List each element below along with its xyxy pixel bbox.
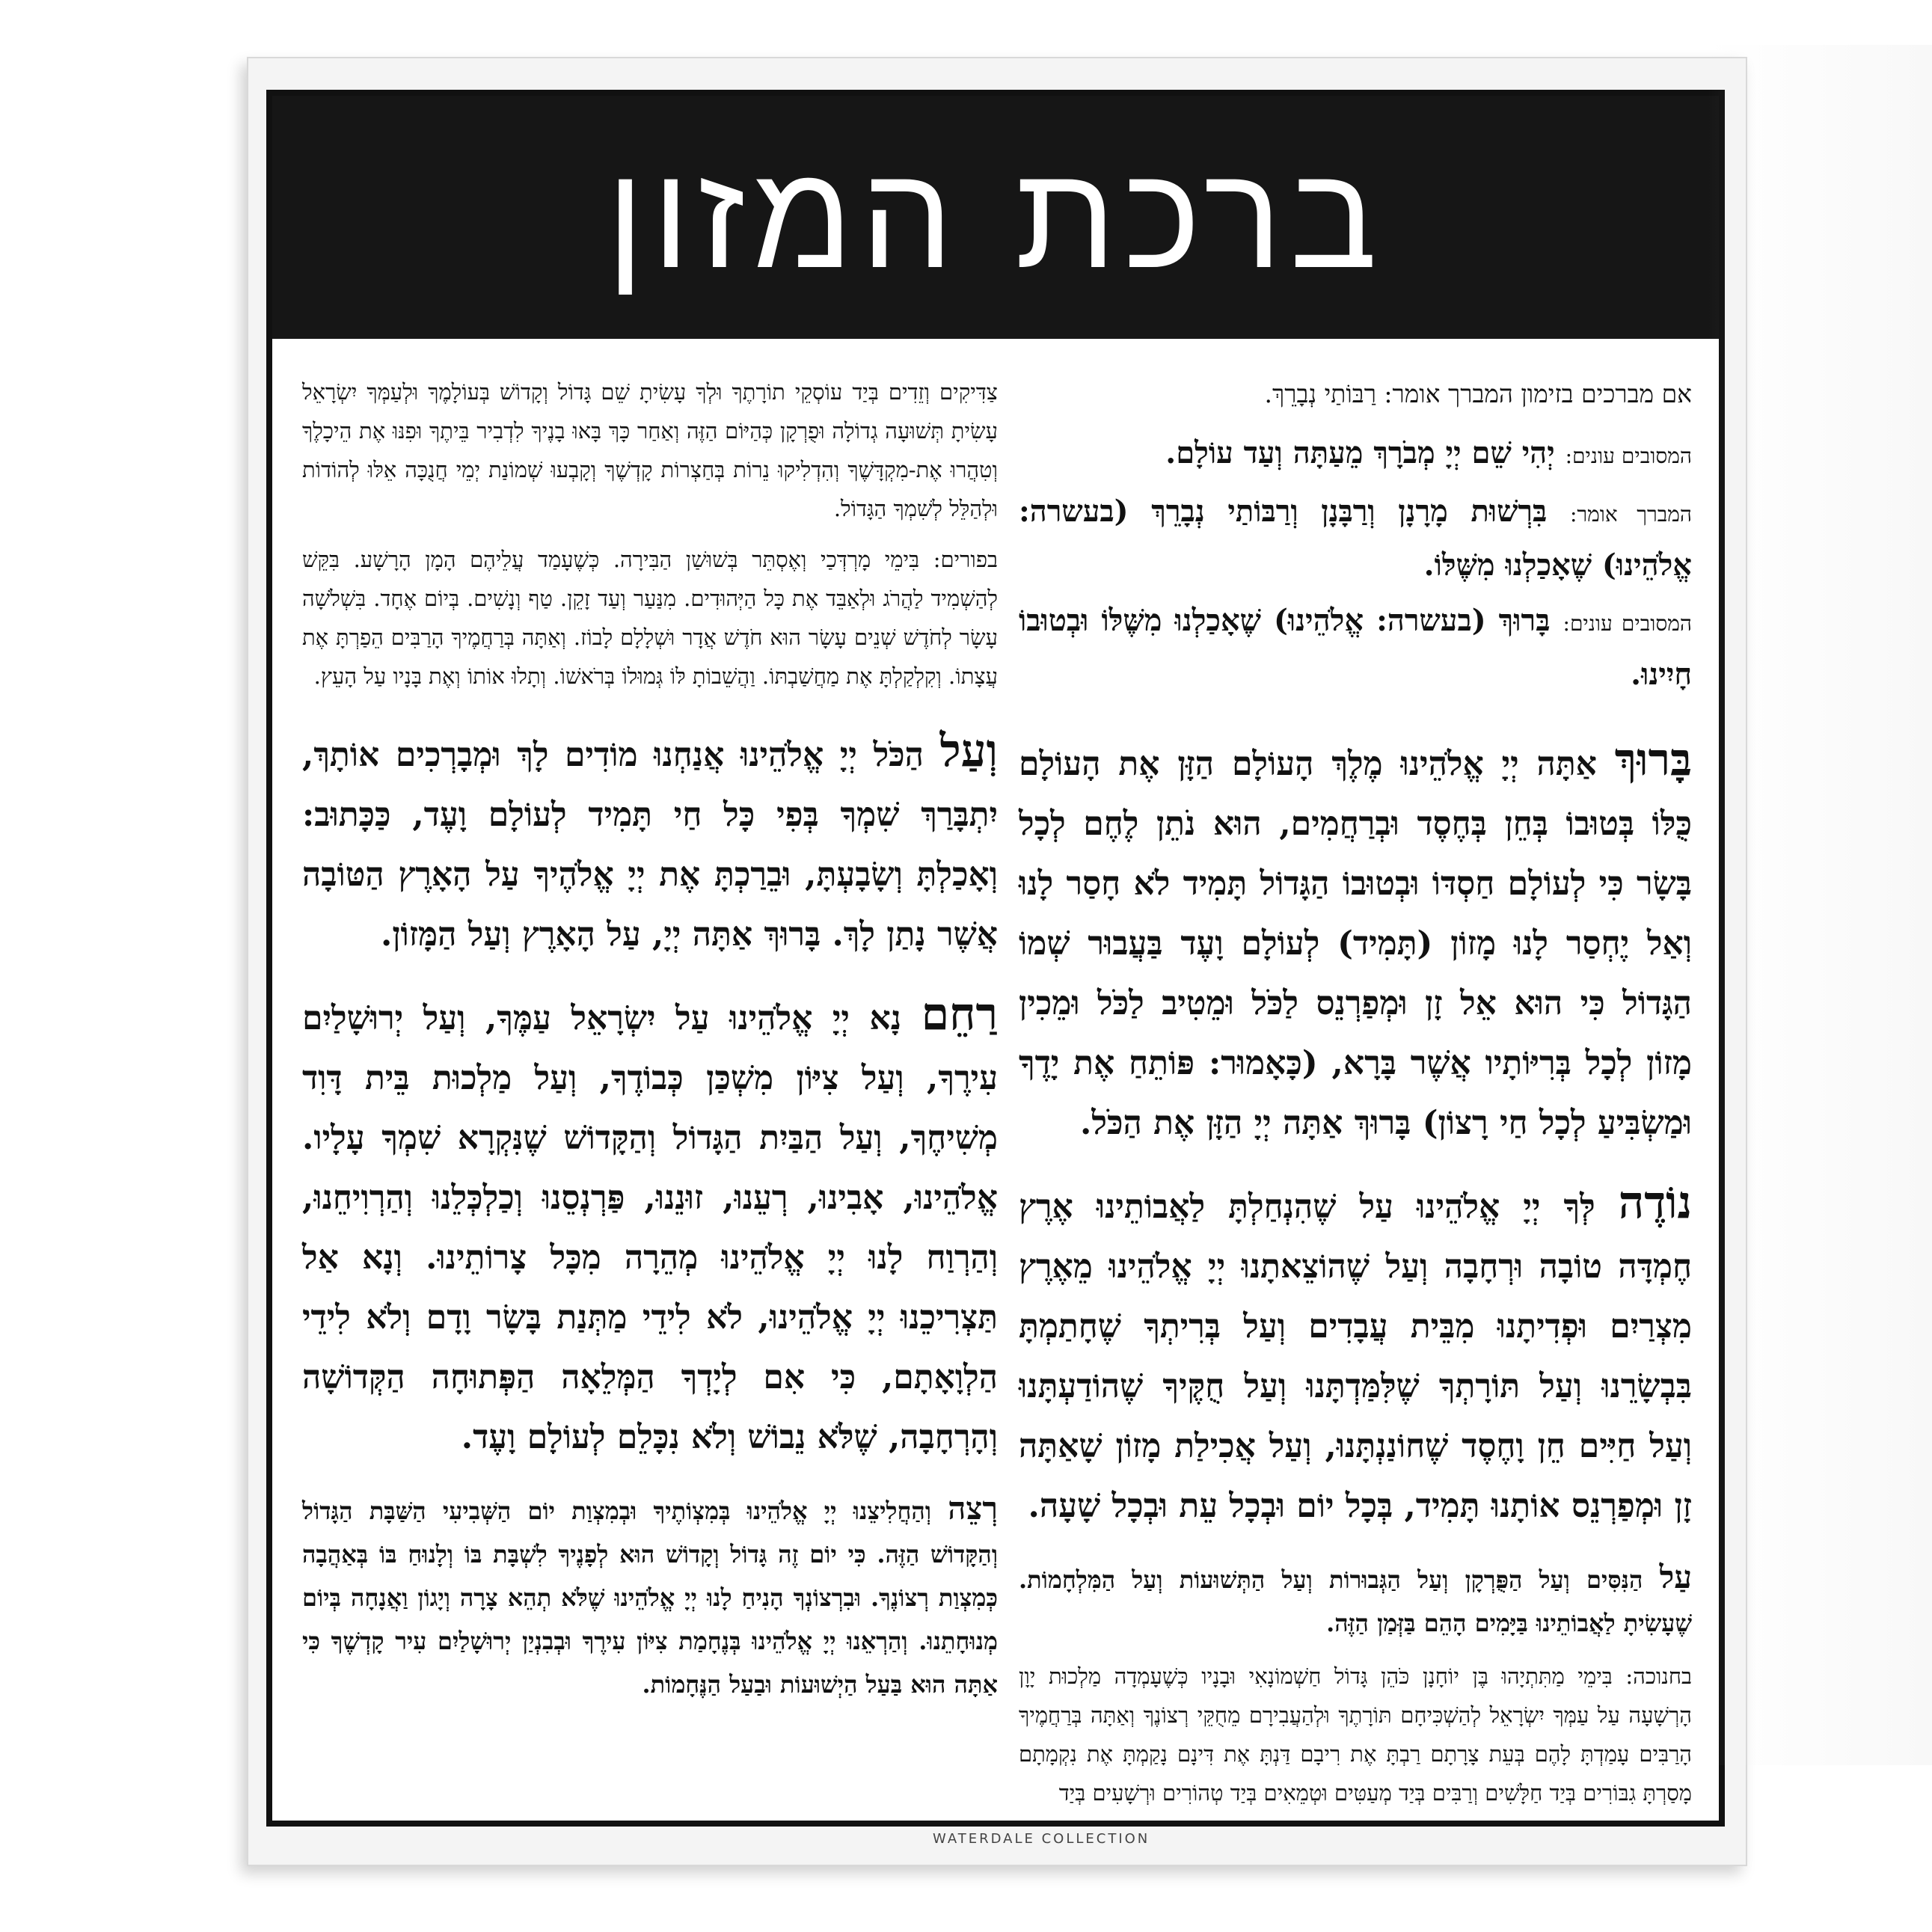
veal-hakol-lead: וְעַל <box>939 725 998 777</box>
response-3-label: המסובים עונים: <box>1563 611 1692 636</box>
veal-hakol-text: הַכֹּל יְיָ אֱלֹהֵינוּ אֲנַחְנוּ מוֹדִים לָךְ וּמְבָרְכִים אוֹתָךְ, יִתְבָּרַךְ שִׁמְךָ בְּפִי כָּל חַי תָּמִיד לְעוֹלָם וָעֶד, כַּכָּתוּב: וְאָכַלְתָּ וְשָׂבָעְתָּ, וּבֵרַכְתָּ אֶת יְיָ אֱלֹהֶיךָ עַל הָאָרֶץ הַטּוֹבָה אֲשֶׁר נָתַן לָךְ. בָּרוּךְ אַתָּה יְיָ, עַל הָאָרֶץ וְעַל הַמָּזוֹן. <box>302 736 998 954</box>
blessing-hazan <box>1019 730 1692 1153</box>
rachem-lead: רַחֵם <box>921 988 998 1040</box>
rachem-text: נָא יְיָ אֱלֹהֵינוּ עַל יִשְׂרָאֵל עַמֶּךָ, וְעַל יְרוּשָׁלַיִם עִירֶךָ, וְעַל צִיּוֹן מִשְׁכַּן כְּבוֹדֶךָ, וְעַל מַלְכוּת בֵּית דָּוִד מְשִׁיחֶךָ, וְעַל הַבַּיִת הַגָּדוֹל וְהַקָּדוֹשׁ שֶׁנִּקְרָא שִׁמְךָ עָלָיו. אֱלֹהֵינוּ, אָבִינוּ, רְעֵנוּ, זוּנֵנוּ, פַּרְנְסֵנוּ וְכַלְכְּלֵנוּ וְהַרְוִיחֵנוּ, וְהַרְוַח לָנוּ יְיָ אֱלֹהֵינוּ מְהֵרָה מִכָּל צָרוֹתֵינוּ. וְנָא אַל תַּצְרִיכֵנוּ יְיָ אֱלֹהֵינוּ, לֹא לִידֵי מַתְּנַת בָּשָׂר וָדָם וְלֹא לִידֵי הַלְוָאָתָם, כִּי אִם לְיָדְךָ הַמְּלֵאָה הַפְּתוּחָה הַקְּדוֹשָׁה וְהָרְחָבָה, שֶׁלֹּא נֵבוֹשׁ וְלֹא נִכָּלֵם לְעוֹלָם וָעֶד. <box>302 999 998 1456</box>
chanukah-continuation: צַדִּיקִים וְזֵדִים בְּיַד עוֹסְקֵי תוֹרָתֶךָ וּלְךָ עָשִׂיתָ שֵׁם גָּדוֹל וְקָדוֹשׁ בְּעוֹלָמֶךָ וּלְעַמְּךָ יִשְׂרָאֵל עָשִׂיתָ תְּשׁוּעָה גְדוֹלָה וּפֻרְקָן כְּהַיּוֹם הַזֶּה וְאַחַר כָּךְ בָּאוּ בָנֶיךָ לִדְבִיר בֵּיתֶךָ וּפִנּוּ אֶת הֵיכָלֶךָ וְטִהֲרוּ אֶת-מִקְדָּשֶׁךָ וְהִדְלִיקוּ נֵרוֹת בְּחַצְרוֹת קָדְשֶׁךָ וְקָבְעוּ שְׁמוֹנַת יְמֵי חֲנֻכָּה אֵלּוּ לְהוֹדוֹת וּלְהַלֵּל לְשִׁמְךָ הַגָּדוֹל. <box>302 379 998 521</box>
page-title: ברכת המזון <box>606 132 1385 302</box>
al-hanissim-lead: עַל <box>1659 1559 1693 1595</box>
response-1 <box>1019 428 1692 482</box>
brand-label: WATERDALE COLLECTION <box>933 1831 1150 1847</box>
response-1-label: המסובים עונים: <box>1565 444 1692 468</box>
response-2-text: בִּרְשׁוּת מָרָנָן וְרַבָּנָן וְרַבּוֹתַי נְבָרֵךְ (בעשרה: אֱלֹהֵינוּ) שֶׁאָכַלְנוּ מִשֶּׁלּוֹ. <box>1019 494 1692 583</box>
chanukah-insert: בחנוכה: בִּימֵי מַתִּתְיָהוּ בֶּן יוֹחָנָן כֹּהֵן גָּדוֹל חַשְׁמוֹנָאִי וּבָנָיו כְּשֶׁעָמְדָה מַלְכוּת יָוָן הָרְשָׁעָה עַל עַמְּךָ יִשְׂרָאֵל לְהַשְׁכִּיחָם תּוֹרָתֶךָ וּלְהַעֲבִירָם מֵחֻקֵּי רְצוֹנֶךָ וְאַתָּה בְּרַחֲמֶיךָ הָרַבִּים עָמַדְתָּ לָהֶם בְּעֵת צָרָתָם רַבְתָּ אֶת רִיבָם דַּנְתָּ אֶת דִּינָם נָקַמְתָּ אֶת נִקְמָתָם מָסַרְתָּ גִבּוֹרִים בְּיַד חַלָּשִׁים וְרַבִּים בְּיַד מְעַטִּים וּטְמֵאִים בְּיַד טְהוֹרִים וּרְשָׁעִים בְּיַד <box>1019 1663 1692 1806</box>
blessing-haaretz <box>1019 1173 1692 1536</box>
response-1-text: יְהִי שֵׁם יְיָ מְבֹרָךְ מֵעַתָּה וְעַד עוֹלָם. <box>1165 435 1555 470</box>
right-column <box>1019 372 1692 1824</box>
blessing-haaretz-lead: נוֹדֶה <box>1618 1177 1692 1229</box>
retzeh <box>302 1487 998 1706</box>
retzeh-text: וְהַחֲלִיצֵנוּ יְיָ אֱלֹהֵינוּ בְּמִצְוֹתֶיךָ וּבְמִצְוַת יוֹם הַשְּׁבִיעִי הַשַּׁבָּת הַגָּדוֹל וְהַקָּדוֹשׁ הַזֶּה. כִּי יוֹם זֶה גָּדוֹל וְקָדוֹשׁ הוּא לְפָנֶיךָ לִשְׁבָּת בּוֹ וְלָנוּחַ בּוֹ בְּאַהֲבָה כְּמִצְוַת רְצוֹנֶךָ. וּבִרְצוֹנְךָ הָנִיחַ לָנוּ יְיָ אֱלֹהֵינוּ שֶׁלֹּא תְהֵא צָרָה וְיָגוֹן וַאֲנָחָה בְּיוֹם מְנוּחָתֵנוּ. וְהַרְאֵנוּ יְיָ אֱלֹהֵינוּ בְּנֶחָמַת צִיּוֹן עִירֶךָ וּבְבִנְיַן יְרוּשָׁלַיִם עִיר קָדְשֶׁךָ כִּי אַתָּה הוּא בַּעַל הַיְשׁוּעוֹת וּבַעַל הַנֶּחָמוֹת. <box>302 1497 999 1699</box>
retzeh-lead: רְצֵה <box>948 1490 999 1527</box>
rachem <box>302 984 998 1468</box>
document-frame <box>266 90 1725 1827</box>
purim-insert: בפורים: בִּימֵי מָרְדְּכַי וְאֶסְתֵּר בְּשׁוּשַׁן הַבִּירָה. כְּשֶׁעָמַד עֲלֵיהֶם הָמָן הָרָשָׁע. בִּקֵּשׁ לְהַשְׁמִיד לַהֲרֹג וּלְאַבֵּד אֶת כָּל הַיְּהוּדִים. מִנַּעַר וְעַד זָקֵן. טַף וְנָשִׁים. בְּיוֹם אֶחָד. בִּשְׁלֹשָׁה עָשָׂר לְחֹדֶשׁ שְׁנֵים עָשָׂר הוּא חֹדֶשׁ אֲדָר וּשְׁלָלָם לָבוֹז. וְאַתָּה בְּרַחֲמֶיךָ הָרַבִּים הֵפַרְתָּ אֶת עֲצָתוֹ. וְקִלְקַלְתָּ אֶת מַחֲשַׁבְתּוֹ. וַהֲשֵׁבוֹתָ לּוֹ גְּמוּלוֹ בְּרֹאשׁוֹ. וְתָלוּ אוֹתוֹ וְאֶת בָּנָיו עַל הָעֵץ. <box>302 547 998 689</box>
response-3-text: בָּרוּךְ (בעשרה: אֱלֹהֵינוּ) שֶׁאָכַלְנוּ מִשֶּׁלּוֹ וּבְטוּבוֹ חָיִינוּ. <box>1019 603 1692 692</box>
title-bar <box>272 96 1719 339</box>
left-column <box>302 372 998 1718</box>
response-2 <box>1019 486 1692 591</box>
blessing-hazan-lead: בָּרוּךְ <box>1614 734 1693 786</box>
blessing-haaretz-text: לְּךָ יְיָ אֱלֹהֵינוּ עַל שֶׁהִנְחַלְתָּ לַאֲבוֹתֵינוּ אֶרֶץ חֶמְדָּה טוֹבָה וּרְחָבָה וְעַל שֶׁהוֹצֵאתָנוּ יְיָ אֱלֹהֵינוּ מֵאֶרֶץ מִצְרַיִם וּפְדִיתָנוּ מִבֵּית עֲבָדִים וְעַל בְּרִיתְךָ שֶׁחָתַמְתָּ בִּבְשָׂרֵנוּ וְעַל תּוֹרָתְךָ שֶׁלִּמַּדְתָּנוּ וְעַל חֻקֶּיךָ שֶׁהוֹדַעְתָּנוּ וְעַל חַיִּים חֵן וָחֶסֶד שֶׁחוֹנַנְתָּנוּ, וְעַל אֲכִילַת מָזוֹן שָׁאַתָּה זָן וּמְפַרְנֵס אוֹתָנוּ תָּמִיד, בְּכָל יוֹם וּבְכָל עֵת וּבְכָל שָׁעָה. <box>1019 1188 1692 1525</box>
zimun-intro: אם מברכים בזימון המברך אומר: רַבּוֹתַי נְבָרֵךְ. <box>1264 379 1692 408</box>
veal-hakol <box>302 721 998 965</box>
blessing-hazan-text: אַתָּה יְיָ אֱלֹהֵינוּ מֶלֶךְ הָעוֹלָם הַזָּן אֶת הָעוֹלָם כֻּלּוֹ בְּטוּבוֹ בְּחֵן בְּחֶסֶד וּבְרַחֲמִים, הוּא נֹתֵן לֶחֶם לְכָל בָּשָׂר כִּי לְעוֹלָם חַסְדּוֹ וּבְטוּבוֹ הַגָּדוֹל תָּמִיד לֹא חָסַר לָנוּ וְאַל יֶחְסַר לָנוּ מָזוֹן (תָּמִיד) לְעוֹלָם וָעֶד בַּעֲבוּר שְׁמוֹ הַגָּדוֹל כִּי הוּא אֵל זָן וּמְפַרְנֵס לַכֹּל וּמֵטִיב לַכֹּל וּמֵכִין מָזוֹן לְכָל בְּרִיּוֹתָיו אֲשֶׁר בָּרָא, (כָּאָמוּר: פּוֹתֵחַ אֶת יָדֶךָ וּמַשְׂבִּיעַ לְכָל חַי רָצוֹן) בָּרוּךְ אַתָּה יְיָ הַזָּן אֶת הַכֹּל. <box>1019 745 1692 1142</box>
response-2-label: המברך אומר: <box>1569 502 1693 527</box>
al-hanissim <box>1019 1556 1692 1645</box>
response-3 <box>1019 595 1692 700</box>
al-hanissim-text: הַנִּסִּים וְעַל הַפֻּרְקָן וְעַל הַגְּבוּרוֹת וְעַל הַתְּשׁוּעוֹת וְעַל הַמִּלְחָמוֹת. שֶׁעָשִׂיתָ לַאֲבוֹתֵינוּ בַּיָּמִים הָהֵם בַּזְּמַן הַזֶּה. <box>1019 1565 1692 1637</box>
